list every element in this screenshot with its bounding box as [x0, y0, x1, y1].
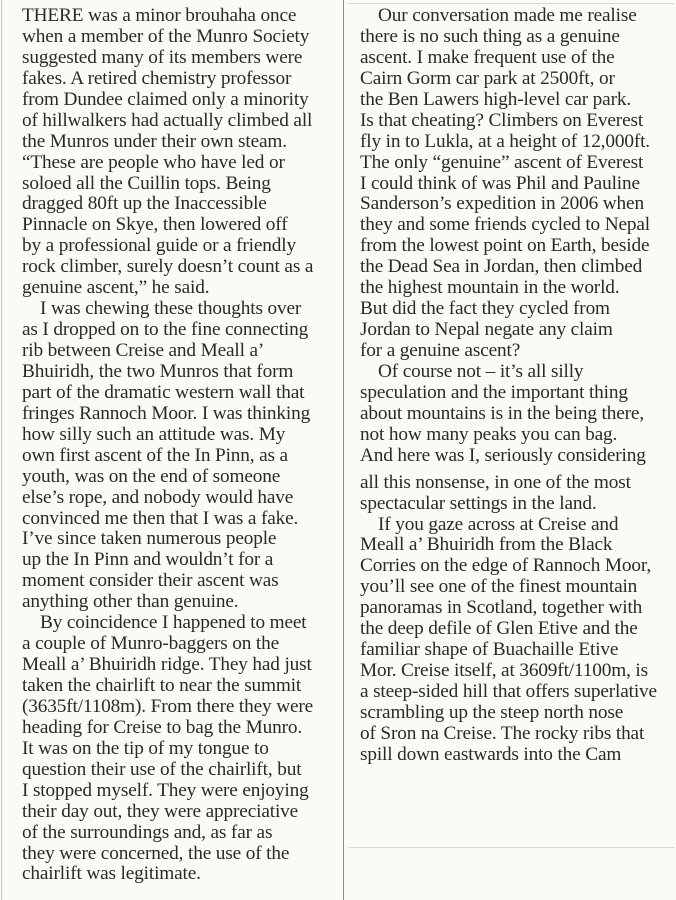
text-line: about mountains is in the being there, — [360, 402, 644, 424]
top-rule — [348, 3, 674, 4]
paragraph — [360, 6, 674, 362]
text-line: I was chewing these thoughts over — [40, 298, 302, 320]
text-line: Mor. Creise itself, at 3609ft/1100m, is — [360, 660, 648, 682]
text-line: question their use of the chairlift, but — [22, 758, 302, 780]
text-line: fakes. A retired chemistry professor — [22, 67, 292, 89]
text-line: rock climber, surely doesn’t count as a — [22, 256, 314, 278]
paragraph — [360, 473, 674, 515]
text-line: And here was I, seriously considering — [360, 444, 646, 466]
text-line: Of course not – it’s all silly — [378, 360, 584, 382]
text-line: of Sron na Creise. The rocky ribs that — [360, 722, 645, 744]
text-line: of hillwalkers had actually climbed all — [22, 109, 313, 131]
text-line: by a professional guide or a friendly — [22, 235, 296, 257]
column-divider — [343, 0, 344, 900]
paragraph — [360, 515, 674, 766]
text-line: If you gaze across at Creise and — [378, 513, 619, 535]
text-line: chairlift was legitimate. — [22, 863, 201, 885]
text-line: ascent. I make frequent use of the — [360, 46, 615, 68]
text-line: speculation and the important thing — [360, 381, 628, 403]
paragraph — [22, 6, 337, 299]
bottom-rule — [348, 847, 674, 848]
text-line: anything other than genuine. — [22, 591, 239, 613]
text-line: the deep defile of Glen Etive and the — [360, 618, 638, 640]
text-line: familiar shape of Buachaille Etive — [360, 639, 619, 661]
text-line: a couple of Munro-baggers on the — [22, 633, 280, 655]
text-line: panoramas in Scotland, together with — [360, 597, 643, 619]
text-line: fringes Rannoch Moor. I was thinking — [22, 402, 311, 424]
text-line: not how many peaks you can bag. — [360, 423, 618, 445]
text-line: moment consider their ascent was — [22, 570, 279, 592]
text-line: Our conversation made me realise — [378, 5, 637, 26]
text-line: By coincidence I happened to meet — [40, 612, 307, 634]
text-line: of the surroundings and, as far as — [22, 821, 273, 843]
paragraph — [22, 299, 337, 613]
text-line: soloed all the Cuillin tops. Being — [22, 172, 271, 194]
article-column-left — [22, 6, 337, 885]
text-line: else’s rope, and nobody would have — [22, 486, 294, 508]
text-line: I stopped myself. They were enjoying — [22, 779, 309, 801]
text-line: heading for Creise to bag the Munro. — [22, 716, 302, 738]
text-line: It was on the tip of my tongue to — [22, 737, 269, 759]
left-edge-rule — [1, 0, 2, 900]
text-line: suggested many of its members were — [22, 46, 303, 68]
text-line: Bhuiridh, the two Munros that form — [22, 360, 294, 382]
text-line: scrambling up the steep north nose — [360, 701, 624, 723]
text-line: Meall a’ Bhuiridh ridge. They had just — [22, 654, 312, 676]
text-line: Is that cheating? Climbers on Everest — [360, 109, 644, 131]
text-line: from the lowest point on Earth, beside — [360, 235, 650, 257]
text-line: they were concerned, the use of the — [22, 842, 290, 864]
text-line: “These are people who have led or — [22, 151, 285, 173]
text-line: But did the fact they cycled from — [360, 298, 610, 320]
text-line: fly in to Lukla, at a height of 12,000ft. — [360, 130, 650, 152]
text-line: Jordan to Nepal negate any claim — [360, 319, 613, 341]
text-line: THERE was a minor brouhaha once — [22, 5, 297, 26]
text-line: all this nonsense, in one of the most — [360, 471, 631, 493]
text-line: spill down eastwards into the Cam — [360, 743, 622, 765]
text-line: their day out, they were appreciative — [22, 800, 299, 822]
text-line: up the In Pinn and wouldn’t for a — [22, 549, 274, 571]
text-line: how silly such an attitude was. My — [22, 423, 286, 445]
text-line: when a member of the Munro Society — [22, 25, 310, 47]
text-line: they and some friends cycled to Nepal — [360, 214, 650, 236]
text-line: the Ben Lawers high-level car park. — [360, 88, 631, 110]
text-line: Corries on the edge of Rannoch Moor, — [360, 555, 652, 577]
text-line: a steep-sided hill that offers superlative — [360, 681, 657, 702]
text-line: dragged 80ft up the Inaccessible — [22, 193, 267, 215]
text-line: youth, was on the end of someone — [22, 465, 281, 487]
article-column-right — [360, 6, 674, 766]
text-line: the Munros under their own steam. — [22, 130, 287, 152]
text-line: spectacular settings in the land. — [360, 492, 597, 514]
text-line: you’ll see one of the finest mountain — [360, 576, 638, 598]
text-line: as I dropped on to the fine connecting — [22, 319, 309, 341]
text-line: from Dundee claimed only a minority — [22, 88, 309, 110]
text-line: the Dead Sea in Jordan, then climbed — [360, 256, 643, 278]
text-line: I’ve since taken numerous people — [22, 528, 277, 550]
text-line: The only “genuine” ascent of Everest — [360, 151, 644, 173]
text-line: (3635ft/1108m). From there they were — [22, 695, 314, 717]
text-line: there is no such thing as a genuine — [360, 25, 620, 47]
text-line: Pinnacle on Skye, then lowered off — [22, 214, 288, 236]
text-line: Sanderson’s expedition in 2006 when — [360, 193, 644, 215]
paragraph — [22, 613, 337, 885]
text-line: genuine ascent,” he said. — [22, 277, 210, 299]
text-line: convinced me then that I was a fake. — [22, 507, 299, 529]
text-line: own first ascent of the In Pinn, as a — [22, 444, 288, 466]
text-line: Meall a’ Bhuiridh from the Black — [360, 534, 613, 556]
text-line: rib between Creise and Meall a’ — [22, 340, 265, 361]
text-line: taken the chairlift to near the summit — [22, 675, 302, 696]
text-line: part of the dramatic western wall that — [22, 381, 305, 403]
text-line: for a genuine ascent? — [360, 340, 521, 361]
paragraph — [360, 362, 674, 467]
text-line: I could think of was Phil and Pauline — [360, 172, 640, 194]
text-line: Cairn Gorm car park at 2500ft, or — [360, 67, 615, 89]
text-line: the highest mountain in the world. — [360, 277, 620, 299]
